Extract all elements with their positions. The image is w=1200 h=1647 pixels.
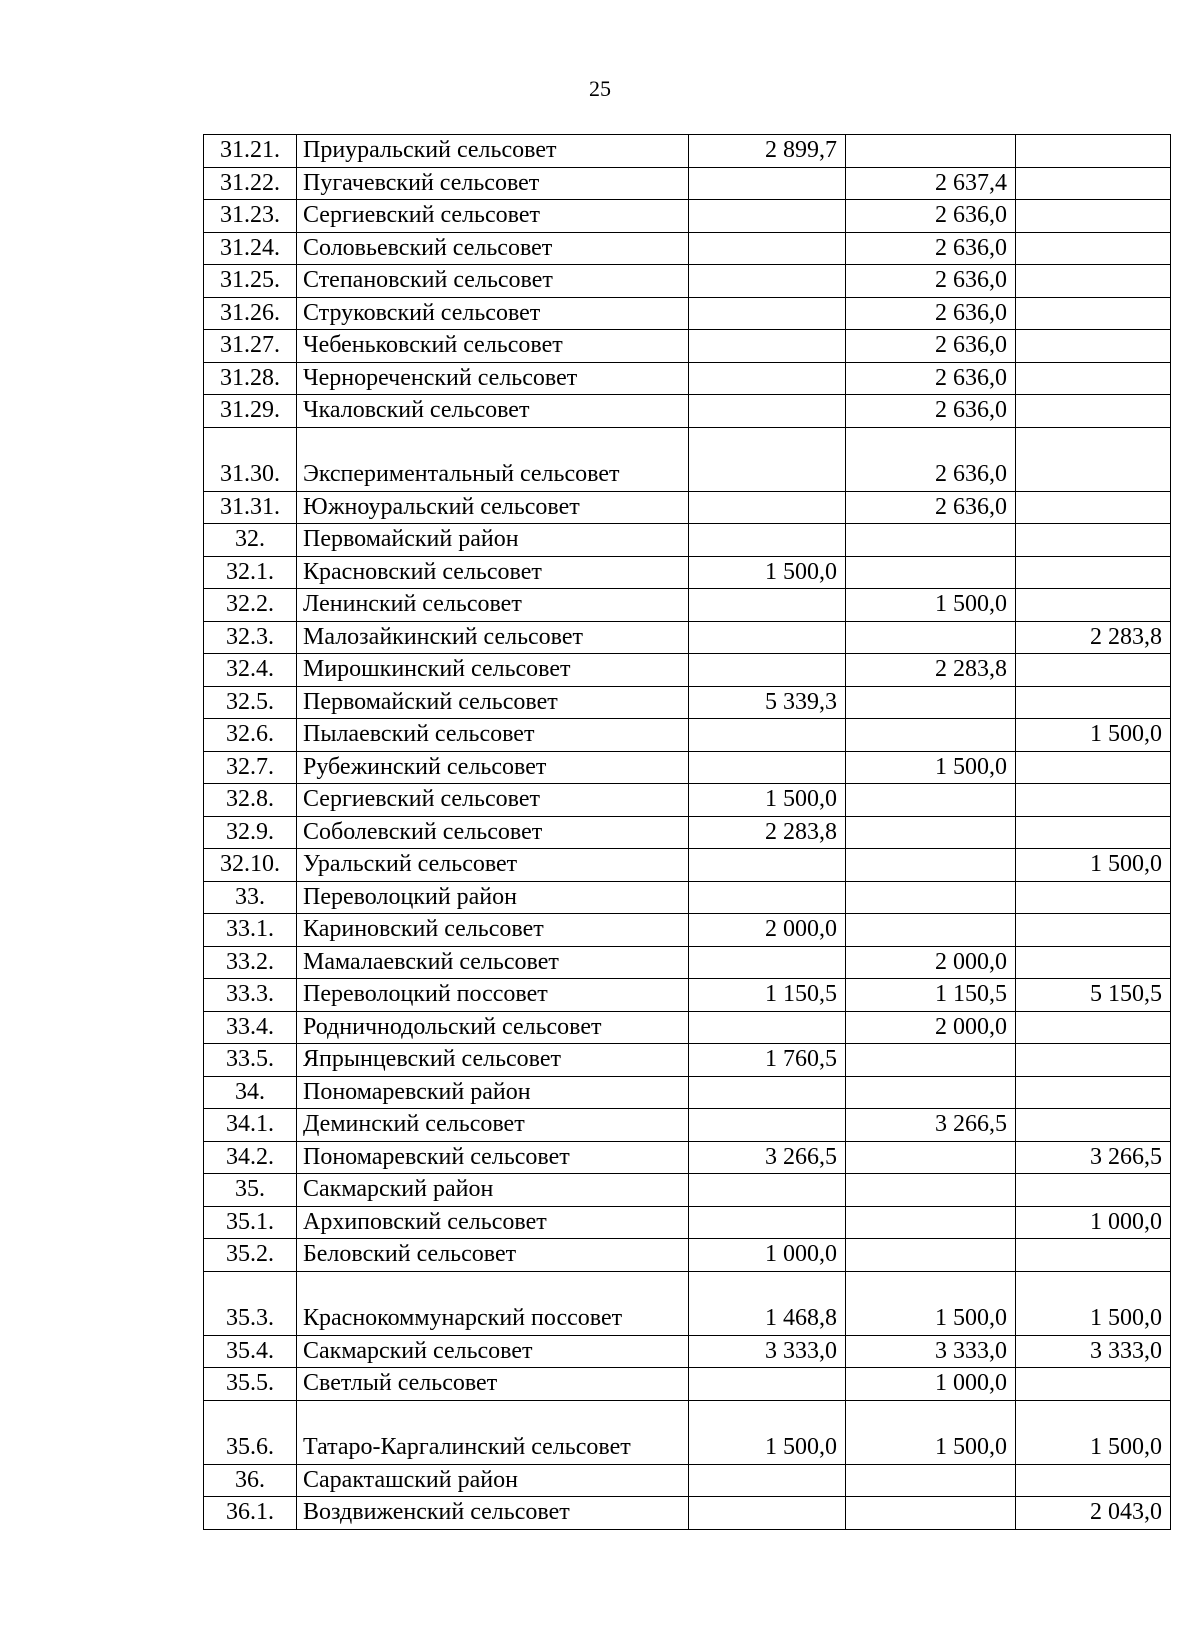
- value-col-3: 3 266,5: [1016, 1141, 1171, 1174]
- value-col-2: [846, 816, 1016, 849]
- value-col-2: [846, 914, 1016, 947]
- row-name: Красновский сельсовет: [297, 556, 689, 589]
- value-col-3: [1016, 914, 1171, 947]
- value-col-3: [1016, 297, 1171, 330]
- table-row: [204, 1011, 1171, 1044]
- value-col-2: 2 000,0: [846, 1011, 1016, 1044]
- table-row: [204, 1271, 1171, 1335]
- row-name: Пономаревский сельсовет: [297, 1141, 689, 1174]
- row-number: 31.28.: [204, 362, 297, 395]
- row-name: Экспериментальный сельсовет: [297, 427, 689, 491]
- row-number: 32.10.: [204, 849, 297, 882]
- value-col-2: 2 283,8: [846, 654, 1016, 687]
- value-col-2: 2 000,0: [846, 946, 1016, 979]
- table-row: [204, 1497, 1171, 1530]
- row-number: 35.2.: [204, 1239, 297, 1272]
- row-number: 33.: [204, 881, 297, 914]
- table-row: [204, 427, 1171, 491]
- row-name: Рубежинский сельсовет: [297, 751, 689, 784]
- value-col-3: [1016, 232, 1171, 265]
- table-row: [204, 556, 1171, 589]
- table-row: [204, 232, 1171, 265]
- value-col-3: [1016, 751, 1171, 784]
- row-name: Татаро-Каргалинский сельсовет: [297, 1400, 689, 1464]
- row-number: 32.: [204, 524, 297, 557]
- value-col-1: 2 000,0: [689, 914, 846, 947]
- value-col-3: [1016, 1044, 1171, 1077]
- value-col-2: [846, 1044, 1016, 1077]
- row-number: 31.23.: [204, 200, 297, 233]
- row-number: 31.21.: [204, 135, 297, 168]
- value-col-3: 2 043,0: [1016, 1497, 1171, 1530]
- table-row: [204, 686, 1171, 719]
- value-col-3: [1016, 881, 1171, 914]
- value-col-3: 3 333,0: [1016, 1335, 1171, 1368]
- row-number: 35.5.: [204, 1368, 297, 1401]
- value-col-3: 1 000,0: [1016, 1206, 1171, 1239]
- row-name: Краснокоммунарский поссовет: [297, 1271, 689, 1335]
- table-row: [204, 1400, 1171, 1464]
- value-col-2: 2 636,0: [846, 491, 1016, 524]
- row-number: 35.: [204, 1174, 297, 1207]
- value-col-1: [689, 200, 846, 233]
- row-number: 33.2.: [204, 946, 297, 979]
- value-col-1: [689, 1206, 846, 1239]
- value-col-2: [846, 881, 1016, 914]
- value-col-3: [1016, 1239, 1171, 1272]
- value-col-3: [1016, 1464, 1171, 1497]
- page-number: 25: [589, 76, 611, 101]
- value-col-2: 2 636,0: [846, 395, 1016, 428]
- value-col-1: [689, 524, 846, 557]
- value-col-3: 2 283,8: [1016, 621, 1171, 654]
- value-col-1: [689, 1368, 846, 1401]
- value-col-1: [689, 395, 846, 428]
- value-col-1: [689, 1076, 846, 1109]
- row-number: 32.4.: [204, 654, 297, 687]
- table-row: [204, 330, 1171, 363]
- value-col-2: 1 500,0: [846, 1400, 1016, 1464]
- table-row: [204, 1239, 1171, 1272]
- value-col-3: [1016, 1076, 1171, 1109]
- value-col-1: [689, 849, 846, 882]
- table-row: [204, 1174, 1171, 1207]
- value-col-1: 1 500,0: [689, 784, 846, 817]
- value-col-1: [689, 654, 846, 687]
- table-row: [204, 1076, 1171, 1109]
- row-name: Малозайкинский сельсовет: [297, 621, 689, 654]
- row-name: Родничнодольский сельсовет: [297, 1011, 689, 1044]
- table-row: [204, 719, 1171, 752]
- row-name: Япрынцевский сельсовет: [297, 1044, 689, 1077]
- value-col-1: [689, 589, 846, 622]
- row-number: 31.30.: [204, 427, 297, 491]
- row-name: Уральский сельсовет: [297, 849, 689, 882]
- value-col-2: [846, 686, 1016, 719]
- row-number: 34.: [204, 1076, 297, 1109]
- value-col-2: 2 636,0: [846, 297, 1016, 330]
- row-name: Первомайский сельсовет: [297, 686, 689, 719]
- value-col-3: 1 500,0: [1016, 1271, 1171, 1335]
- row-number: 31.29.: [204, 395, 297, 428]
- value-col-3: [1016, 1011, 1171, 1044]
- value-col-3: [1016, 946, 1171, 979]
- row-name: Деминский сельсовет: [297, 1109, 689, 1142]
- value-col-2: [846, 784, 1016, 817]
- budget-table: [203, 134, 1171, 1530]
- value-col-3: 1 500,0: [1016, 1400, 1171, 1464]
- value-col-2: [846, 1206, 1016, 1239]
- value-col-1: [689, 751, 846, 784]
- value-col-1: [689, 330, 846, 363]
- value-col-3: [1016, 427, 1171, 491]
- value-col-3: [1016, 135, 1171, 168]
- value-col-3: [1016, 200, 1171, 233]
- row-number: 34.1.: [204, 1109, 297, 1142]
- row-name: Мамалаевский сельсовет: [297, 946, 689, 979]
- value-col-1: [689, 1011, 846, 1044]
- value-col-2: [846, 1239, 1016, 1272]
- value-col-1: [689, 1109, 846, 1142]
- value-col-1: [689, 362, 846, 395]
- table-row: [204, 589, 1171, 622]
- value-col-2: 2 636,0: [846, 362, 1016, 395]
- value-col-3: [1016, 330, 1171, 363]
- value-col-2: 3 266,5: [846, 1109, 1016, 1142]
- row-number: 36.1.: [204, 1497, 297, 1530]
- row-number: 32.9.: [204, 816, 297, 849]
- row-number: 31.24.: [204, 232, 297, 265]
- row-number: 35.4.: [204, 1335, 297, 1368]
- value-col-2: [846, 524, 1016, 557]
- row-name: Сакмарский район: [297, 1174, 689, 1207]
- table-row: [204, 1335, 1171, 1368]
- row-name: Сакмарский сельсовет: [297, 1335, 689, 1368]
- row-name: Ленинский сельсовет: [297, 589, 689, 622]
- row-name: Чернореченский сельсовет: [297, 362, 689, 395]
- row-name: Переволоцкий район: [297, 881, 689, 914]
- row-name: Воздвиженский сельсовет: [297, 1497, 689, 1530]
- row-number: 32.1.: [204, 556, 297, 589]
- row-number: 32.7.: [204, 751, 297, 784]
- table-row: [204, 946, 1171, 979]
- table-row: [204, 1109, 1171, 1142]
- value-col-1: 1 500,0: [689, 1400, 846, 1464]
- row-number: 35.6.: [204, 1400, 297, 1464]
- value-col-1: 2 899,7: [689, 135, 846, 168]
- value-col-2: 2 637,4: [846, 167, 1016, 200]
- row-number: 33.5.: [204, 1044, 297, 1077]
- row-name: Южноуральский сельсовет: [297, 491, 689, 524]
- row-name: Светлый сельсовет: [297, 1368, 689, 1401]
- value-col-1: 2 283,8: [689, 816, 846, 849]
- value-col-1: 1 468,8: [689, 1271, 846, 1335]
- value-col-1: [689, 232, 846, 265]
- value-col-3: [1016, 395, 1171, 428]
- value-col-2: 1 500,0: [846, 589, 1016, 622]
- row-number: 32.3.: [204, 621, 297, 654]
- value-col-1: [689, 946, 846, 979]
- table-row: [204, 200, 1171, 233]
- value-col-2: [846, 719, 1016, 752]
- row-number: 32.2.: [204, 589, 297, 622]
- row-number: 32.6.: [204, 719, 297, 752]
- value-col-2: [846, 135, 1016, 168]
- table-row: [204, 491, 1171, 524]
- value-col-2: 1 000,0: [846, 1368, 1016, 1401]
- value-col-3: [1016, 784, 1171, 817]
- value-col-3: [1016, 1368, 1171, 1401]
- table-row: [204, 816, 1171, 849]
- row-name: Пылаевский сельсовет: [297, 719, 689, 752]
- value-col-2: 1 150,5: [846, 979, 1016, 1012]
- table-row: [204, 135, 1171, 168]
- table-row: [204, 979, 1171, 1012]
- table-row: [204, 1464, 1171, 1497]
- row-name: Пономаревский район: [297, 1076, 689, 1109]
- table-row: [204, 784, 1171, 817]
- table-row: [204, 881, 1171, 914]
- row-name: Переволоцкий поссовет: [297, 979, 689, 1012]
- row-number: 33.1.: [204, 914, 297, 947]
- value-col-1: 5 339,3: [689, 686, 846, 719]
- table-row: [204, 654, 1171, 687]
- row-name: Чкаловский сельсовет: [297, 395, 689, 428]
- value-col-2: [846, 849, 1016, 882]
- value-col-1: [689, 1174, 846, 1207]
- value-col-3: [1016, 1109, 1171, 1142]
- value-col-3: 1 500,0: [1016, 849, 1171, 882]
- row-number: 31.31.: [204, 491, 297, 524]
- value-col-2: [846, 621, 1016, 654]
- table-row: [204, 1141, 1171, 1174]
- value-col-2: [846, 1497, 1016, 1530]
- value-col-1: [689, 427, 846, 491]
- table-row: [204, 849, 1171, 882]
- table-row: [204, 167, 1171, 200]
- value-col-3: [1016, 1174, 1171, 1207]
- value-col-1: [689, 621, 846, 654]
- table-row: [204, 362, 1171, 395]
- table-body: [204, 135, 1171, 1530]
- value-col-3: [1016, 556, 1171, 589]
- value-col-3: [1016, 589, 1171, 622]
- row-name: Струковский сельсовет: [297, 297, 689, 330]
- table-row: [204, 1206, 1171, 1239]
- value-col-1: 1 000,0: [689, 1239, 846, 1272]
- table-row: [204, 524, 1171, 557]
- value-col-3: [1016, 524, 1171, 557]
- row-name: Пугачевский сельсовет: [297, 167, 689, 200]
- row-number: 33.4.: [204, 1011, 297, 1044]
- value-col-1: [689, 491, 846, 524]
- value-col-3: [1016, 167, 1171, 200]
- table-row: [204, 914, 1171, 947]
- value-col-2: 2 636,0: [846, 200, 1016, 233]
- value-col-2: 1 500,0: [846, 1271, 1016, 1335]
- table-row: [204, 297, 1171, 330]
- row-number: 31.26.: [204, 297, 297, 330]
- value-col-1: [689, 167, 846, 200]
- value-col-3: [1016, 686, 1171, 719]
- row-name: Степановский сельсовет: [297, 265, 689, 298]
- value-col-2: [846, 556, 1016, 589]
- row-name: Сергиевский сельсовет: [297, 200, 689, 233]
- row-name: Приуральский сельсовет: [297, 135, 689, 168]
- row-number: 31.22.: [204, 167, 297, 200]
- row-name: Мирошкинский сельсовет: [297, 654, 689, 687]
- row-name: Кариновский сельсовет: [297, 914, 689, 947]
- row-number: 31.25.: [204, 265, 297, 298]
- row-name: Беловский сельсовет: [297, 1239, 689, 1272]
- value-col-1: 3 266,5: [689, 1141, 846, 1174]
- row-number: 33.3.: [204, 979, 297, 1012]
- value-col-3: [1016, 816, 1171, 849]
- value-col-2: 2 636,0: [846, 232, 1016, 265]
- value-col-2: [846, 1174, 1016, 1207]
- value-col-1: [689, 881, 846, 914]
- value-col-2: [846, 1464, 1016, 1497]
- row-name: Соловьевский сельсовет: [297, 232, 689, 265]
- table-row: [204, 621, 1171, 654]
- row-name: Чебеньковский сельсовет: [297, 330, 689, 363]
- value-col-1: 3 333,0: [689, 1335, 846, 1368]
- row-name: Архиповский сельсовет: [297, 1206, 689, 1239]
- value-col-1: [689, 297, 846, 330]
- row-number: 35.3.: [204, 1271, 297, 1335]
- value-col-2: [846, 1141, 1016, 1174]
- value-col-1: [689, 719, 846, 752]
- table-row: [204, 1368, 1171, 1401]
- row-number: 32.5.: [204, 686, 297, 719]
- value-col-2: 2 636,0: [846, 330, 1016, 363]
- table-row: [204, 265, 1171, 298]
- value-col-1: [689, 265, 846, 298]
- value-col-3: 1 500,0: [1016, 719, 1171, 752]
- value-col-2: 2 636,0: [846, 265, 1016, 298]
- value-col-3: 5 150,5: [1016, 979, 1171, 1012]
- value-col-3: [1016, 491, 1171, 524]
- value-col-1: 1 760,5: [689, 1044, 846, 1077]
- row-number: 36.: [204, 1464, 297, 1497]
- row-name: Сергиевский сельсовет: [297, 784, 689, 817]
- row-number: 35.1.: [204, 1206, 297, 1239]
- value-col-1: 1 500,0: [689, 556, 846, 589]
- table-row: [204, 1044, 1171, 1077]
- table-row: [204, 395, 1171, 428]
- value-col-3: [1016, 654, 1171, 687]
- value-col-2: 1 500,0: [846, 751, 1016, 784]
- value-col-2: [846, 1076, 1016, 1109]
- value-col-3: [1016, 362, 1171, 395]
- row-number: 34.2.: [204, 1141, 297, 1174]
- row-number: 32.8.: [204, 784, 297, 817]
- value-col-1: 1 150,5: [689, 979, 846, 1012]
- row-name: Саракташский район: [297, 1464, 689, 1497]
- value-col-2: 2 636,0: [846, 427, 1016, 491]
- value-col-3: [1016, 265, 1171, 298]
- value-col-2: 3 333,0: [846, 1335, 1016, 1368]
- row-name: Первомайский район: [297, 524, 689, 557]
- table-row: [204, 751, 1171, 784]
- row-name: Соболевский сельсовет: [297, 816, 689, 849]
- value-col-1: [689, 1497, 846, 1530]
- row-number: 31.27.: [204, 330, 297, 363]
- value-col-1: [689, 1464, 846, 1497]
